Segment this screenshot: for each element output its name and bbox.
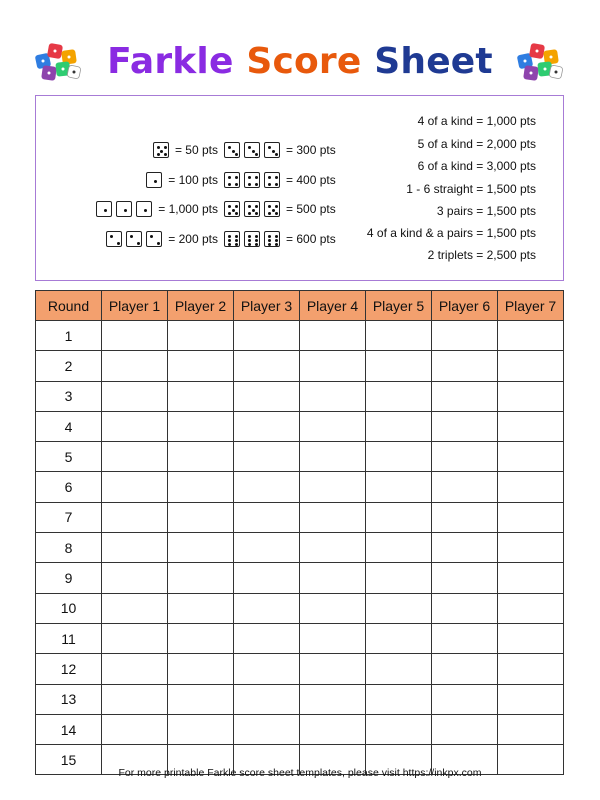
score-cell[interactable] — [498, 381, 564, 411]
die-face-2-icon — [146, 231, 162, 247]
score-cell[interactable] — [300, 623, 366, 653]
score-cell[interactable] — [102, 623, 168, 653]
combo-rule: 3 pairs = 1,500 pts — [436, 204, 536, 218]
table-row — [36, 563, 564, 593]
score-cell[interactable] — [366, 442, 432, 472]
scoring-legend — [35, 95, 564, 281]
score-cell[interactable] — [498, 654, 564, 684]
score-cell[interactable] — [432, 472, 498, 502]
score-cell[interactable] — [300, 381, 366, 411]
score-cell[interactable] — [102, 502, 168, 532]
header-player-5: Player 5 — [366, 291, 432, 321]
score-cell[interactable] — [300, 351, 366, 381]
title-word-2: Score — [246, 41, 362, 82]
round-number: 3 — [36, 381, 102, 411]
score-cell[interactable] — [102, 654, 168, 684]
score-cell[interactable] — [234, 533, 300, 563]
score-cell[interactable] — [498, 533, 564, 563]
score-cell[interactable] — [432, 533, 498, 563]
dice-group — [106, 231, 162, 247]
dice-pile-icon — [516, 40, 564, 82]
score-cell[interactable] — [300, 411, 366, 441]
score-cell[interactable] — [234, 321, 300, 351]
score-cell[interactable] — [102, 411, 168, 441]
score-cell[interactable] — [102, 533, 168, 563]
legend-value: = 1,000 pts — [158, 202, 218, 216]
round-number: 5 — [36, 442, 102, 472]
legend-value: = 200 pts — [168, 232, 218, 246]
score-cell[interactable] — [234, 684, 300, 714]
score-cell[interactable] — [432, 381, 498, 411]
combo-rule: 5 of a kind = 2,000 pts — [417, 137, 536, 151]
dice-group — [96, 201, 152, 217]
legend-row — [146, 170, 218, 190]
die-face-3-icon — [224, 142, 240, 158]
score-cell[interactable] — [168, 442, 234, 472]
dice-group — [224, 142, 280, 158]
score-cell[interactable] — [168, 472, 234, 502]
die-face-4-icon — [224, 172, 240, 188]
score-cell[interactable] — [168, 684, 234, 714]
score-cell[interactable] — [366, 351, 432, 381]
table-row — [36, 502, 564, 532]
round-number: 1 — [36, 321, 102, 351]
round-number: 11 — [36, 623, 102, 653]
legend-value: = 500 pts — [286, 202, 336, 216]
score-cell[interactable] — [234, 472, 300, 502]
score-cell[interactable] — [234, 411, 300, 441]
score-cell[interactable] — [168, 623, 234, 653]
table-header-row — [36, 291, 564, 321]
legend-row — [106, 229, 218, 249]
die-face-3-icon — [264, 142, 280, 158]
round-number: 7 — [36, 502, 102, 532]
die-face-1-icon — [96, 201, 112, 217]
score-cell[interactable] — [366, 381, 432, 411]
score-cell[interactable] — [234, 442, 300, 472]
score-cell[interactable] — [498, 472, 564, 502]
score-cell[interactable] — [432, 623, 498, 653]
combo-rule: 1 - 6 straight = 1,500 pts — [406, 182, 536, 196]
die-face-2-icon — [126, 231, 142, 247]
score-cell[interactable] — [366, 684, 432, 714]
score-cell[interactable] — [300, 684, 366, 714]
dice-legend — [36, 96, 366, 282]
round-number: 10 — [36, 593, 102, 623]
score-table — [35, 290, 564, 775]
table-row — [36, 623, 564, 653]
score-cell[interactable] — [366, 714, 432, 744]
die-face-5-icon — [244, 201, 260, 217]
dice-group — [224, 231, 280, 247]
header-player-1: Player 1 — [102, 291, 168, 321]
table-row — [36, 381, 564, 411]
title-word-3: Sheet — [374, 41, 493, 82]
score-cell[interactable] — [168, 563, 234, 593]
score-cell[interactable] — [432, 684, 498, 714]
score-cell[interactable] — [366, 502, 432, 532]
combo-rule: 2 triplets = 2,500 pts — [427, 248, 536, 262]
table-row — [36, 351, 564, 381]
table-row — [36, 714, 564, 744]
legend-row — [224, 199, 336, 219]
round-number: 13 — [36, 684, 102, 714]
score-cell[interactable] — [498, 593, 564, 623]
round-number: 2 — [36, 351, 102, 381]
page-title — [0, 40, 600, 84]
round-number: 6 — [36, 472, 102, 502]
score-cell[interactable] — [300, 472, 366, 502]
score-cell[interactable] — [300, 533, 366, 563]
score-cell[interactable] — [168, 411, 234, 441]
score-cell[interactable] — [432, 563, 498, 593]
die-face-5-icon — [153, 142, 169, 158]
die-face-1-icon — [136, 201, 152, 217]
score-cell[interactable] — [366, 623, 432, 653]
dice-group — [224, 201, 280, 217]
dice-group — [146, 172, 162, 188]
score-cell[interactable] — [300, 321, 366, 351]
die-face-5-icon — [224, 201, 240, 217]
score-cell[interactable] — [498, 351, 564, 381]
table-row — [36, 684, 564, 714]
score-cell[interactable] — [498, 411, 564, 441]
table-row — [36, 533, 564, 563]
score-cell[interactable] — [432, 654, 498, 684]
score-cell[interactable] — [102, 321, 168, 351]
header-player-2: Player 2 — [168, 291, 234, 321]
die-face-5-icon — [264, 201, 280, 217]
score-cell[interactable] — [234, 502, 300, 532]
footer-note: For more printable Farkle score sheet templates, please visit https://inkpx.com — [118, 767, 482, 779]
header-player-4: Player 4 — [300, 291, 366, 321]
score-cell[interactable] — [432, 593, 498, 623]
score-cell[interactable] — [366, 321, 432, 351]
legend-row — [153, 140, 218, 160]
score-cell[interactable] — [234, 593, 300, 623]
die-face-4-icon — [244, 172, 260, 188]
score-cell[interactable] — [366, 563, 432, 593]
score-cell[interactable] — [300, 502, 366, 532]
die-face-1-icon — [146, 172, 162, 188]
title-word-1: Farkle — [107, 41, 234, 82]
dice-group — [153, 142, 169, 158]
legend-value: = 300 pts — [286, 143, 336, 157]
legend-row — [224, 170, 336, 190]
die-face-6-icon — [244, 231, 260, 247]
legend-value: = 400 pts — [286, 173, 336, 187]
score-cell[interactable] — [300, 442, 366, 472]
die-face-3-icon — [244, 142, 260, 158]
header-round: Round — [36, 291, 102, 321]
score-cell[interactable] — [498, 623, 564, 653]
round-number: 15 — [36, 745, 102, 775]
score-cell[interactable] — [168, 593, 234, 623]
score-cell[interactable] — [366, 411, 432, 441]
combo-rule: 4 of a kind & a pairs = 1,500 pts — [366, 226, 536, 240]
score-cell[interactable] — [498, 563, 564, 593]
score-cell[interactable] — [102, 381, 168, 411]
round-number: 14 — [36, 714, 102, 744]
score-cell[interactable] — [102, 593, 168, 623]
score-cell[interactable] — [432, 714, 498, 744]
legend-value: = 50 pts — [174, 143, 218, 157]
round-number: 9 — [36, 563, 102, 593]
die-face-6-icon — [264, 231, 280, 247]
score-cell[interactable] — [234, 563, 300, 593]
score-cell[interactable] — [432, 442, 498, 472]
legend-row — [224, 229, 336, 249]
score-cell[interactable] — [168, 381, 234, 411]
score-cell[interactable] — [366, 472, 432, 502]
score-cell[interactable] — [168, 321, 234, 351]
table-row — [36, 472, 564, 502]
header-player-3: Player 3 — [234, 291, 300, 321]
score-cell[interactable] — [432, 411, 498, 441]
score-cell[interactable] — [168, 351, 234, 381]
score-cell[interactable] — [366, 593, 432, 623]
header-player-7: Player 7 — [498, 291, 564, 321]
score-cell[interactable] — [366, 654, 432, 684]
score-cell[interactable] — [234, 381, 300, 411]
score-cell[interactable] — [102, 714, 168, 744]
score-cell[interactable] — [300, 654, 366, 684]
die-face-2-icon — [106, 231, 122, 247]
die-face-1-icon — [116, 201, 132, 217]
score-cell[interactable] — [498, 502, 564, 532]
table-row — [36, 411, 564, 441]
header — [0, 0, 600, 90]
score-cell[interactable] — [102, 442, 168, 472]
score-cell[interactable] — [498, 684, 564, 714]
score-cell[interactable] — [102, 563, 168, 593]
score-cell[interactable] — [498, 321, 564, 351]
table-row — [36, 654, 564, 684]
round-number: 12 — [36, 654, 102, 684]
score-body — [36, 321, 564, 775]
score-cell[interactable] — [168, 714, 234, 744]
score-cell[interactable] — [432, 502, 498, 532]
round-number: 8 — [36, 533, 102, 563]
round-number: 4 — [36, 411, 102, 441]
header-player-6: Player 6 — [432, 291, 498, 321]
legend-value: = 100 pts — [168, 173, 218, 187]
score-cell[interactable] — [234, 654, 300, 684]
table-row — [36, 442, 564, 472]
table-row — [36, 593, 564, 623]
legend-value: = 600 pts — [286, 232, 336, 246]
score-cell[interactable] — [102, 472, 168, 502]
score-cell[interactable] — [498, 714, 564, 744]
score-cell[interactable] — [234, 714, 300, 744]
score-cell[interactable] — [432, 351, 498, 381]
table-row — [36, 321, 564, 351]
die-face-6-icon — [224, 231, 240, 247]
score-cell[interactable] — [102, 684, 168, 714]
score-cell[interactable] — [300, 563, 366, 593]
score-cell[interactable] — [168, 533, 234, 563]
legend-row — [224, 140, 336, 160]
score-cell[interactable] — [102, 351, 168, 381]
die-face-4-icon — [264, 172, 280, 188]
combo-rule: 4 of a kind = 1,000 pts — [417, 114, 536, 128]
score-cell[interactable] — [300, 714, 366, 744]
score-cell[interactable] — [432, 321, 498, 351]
combo-rule: 6 of a kind = 3,000 pts — [417, 159, 536, 173]
score-cell[interactable] — [234, 351, 300, 381]
legend-row — [96, 199, 218, 219]
score-cell[interactable] — [498, 442, 564, 472]
score-cell[interactable] — [234, 623, 300, 653]
score-cell[interactable] — [168, 654, 234, 684]
score-cell[interactable] — [366, 533, 432, 563]
score-cell[interactable] — [168, 502, 234, 532]
dice-group — [224, 172, 280, 188]
score-cell[interactable] — [300, 593, 366, 623]
combo-legend — [336, 96, 536, 282]
